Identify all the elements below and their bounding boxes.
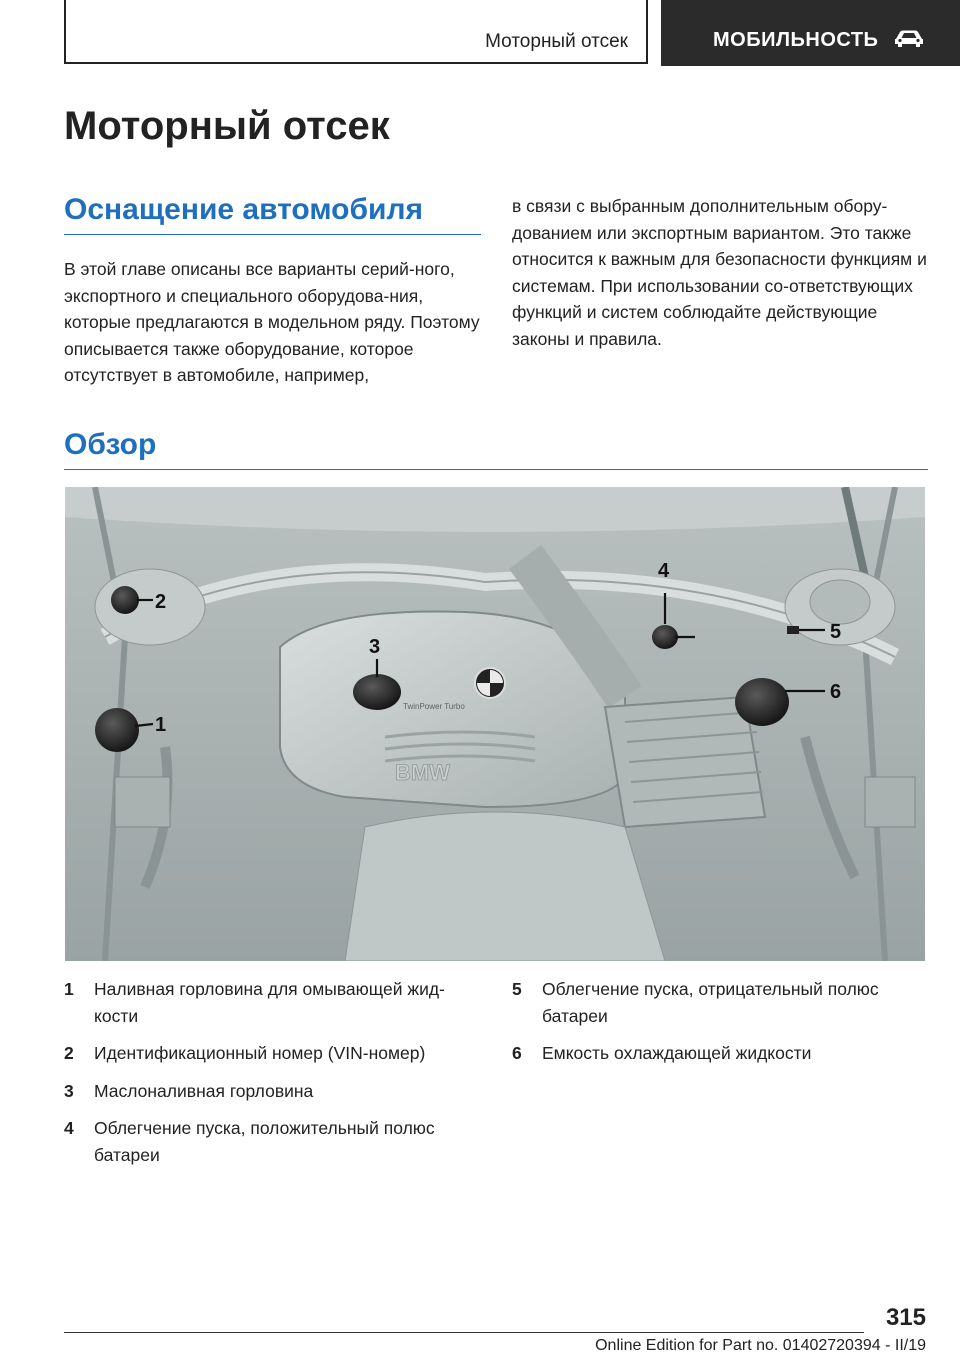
legend-text: Облегчение пуска, положительный полюс батареи (94, 1118, 435, 1165)
engine-cover-logo-text: BMW (395, 760, 450, 785)
page-number: 315 (885, 1304, 926, 1331)
engine-compartment-photo (65, 487, 925, 961)
legend-list-right (512, 976, 932, 1078)
legend-item (64, 976, 484, 1029)
negative-terminal (787, 626, 799, 634)
legend-number: 2 (64, 1043, 74, 1063)
header-chapter-title: МОБИЛЬНОСТЬ (713, 29, 879, 51)
legend-text: Наливная горловина для омывающей жид-кости (94, 979, 445, 1026)
legend-text: Облегчение пуска, отрицательный полюс батареи (542, 979, 879, 1026)
equipment-text-col2: в связи с выбранным дополнительным обору-дованием или экспортным вариантом. Это также относится к важным для безопасности функциям и системам. При использовании со-ответствующих функций и систем соблюдайте действующие законы и правила. (512, 196, 927, 349)
legend-text: Маслоналивная горловина (94, 1080, 314, 1101)
callout-5: 5 (830, 621, 842, 643)
header-chapter-box (661, 0, 960, 66)
engine-cover-badge-text: TwinPower Turbo (403, 702, 465, 711)
header-section-title: Моторный отсек (485, 31, 628, 52)
washer-fluid-cap (95, 708, 139, 752)
legend-number: 5 (512, 979, 522, 999)
equipment-heading: Оснащение автомобиля (64, 193, 424, 226)
callout-3: 3 (369, 636, 381, 658)
legend-number: 3 (64, 1080, 74, 1101)
positive-terminal (652, 625, 678, 649)
oil-filler-cap (353, 674, 401, 710)
callout-6: 6 (830, 681, 842, 703)
callout-1: 1 (155, 714, 167, 736)
legend-item (512, 976, 932, 1029)
equipment-text-col1: В этой главе описаны все варианты серий-ного, экспортного и специального оборудова-ния, которые предлагаются в модельном ряду. Поэтому описывается также оборудование, которое отсутствует в автомобиле, например, (64, 259, 480, 385)
legend-item (64, 1115, 484, 1168)
overview-heading: Обзор (64, 428, 157, 461)
car-icon (893, 29, 925, 49)
callout-4: 4 (658, 560, 670, 582)
legend-number: 1 (64, 979, 74, 999)
overview-heading-rule (64, 469, 928, 470)
footer-edition: Online Edition for Part no. 01402720394 - II/19 (595, 1337, 926, 1354)
equipment-heading-rule (64, 234, 481, 235)
legend-item (64, 1040, 484, 1067)
legend-list-left (64, 976, 484, 1179)
legend-item (64, 1078, 484, 1105)
legend-text: Емкость охлаждающей жидкости (542, 1043, 812, 1063)
coolant-reservoir-cap (735, 678, 789, 726)
legend-number: 4 (64, 1118, 74, 1138)
legend-number: 6 (512, 1043, 522, 1063)
page-title: Моторный отсек (64, 104, 390, 148)
callout-2: 2 (155, 591, 167, 613)
vin-plate-marker (111, 586, 139, 614)
footer-rule (64, 1332, 864, 1333)
legend-item (512, 1040, 932, 1067)
header-section-box (64, 0, 648, 64)
legend-text: Идентификационный номер (VIN-номер) (94, 1043, 426, 1063)
